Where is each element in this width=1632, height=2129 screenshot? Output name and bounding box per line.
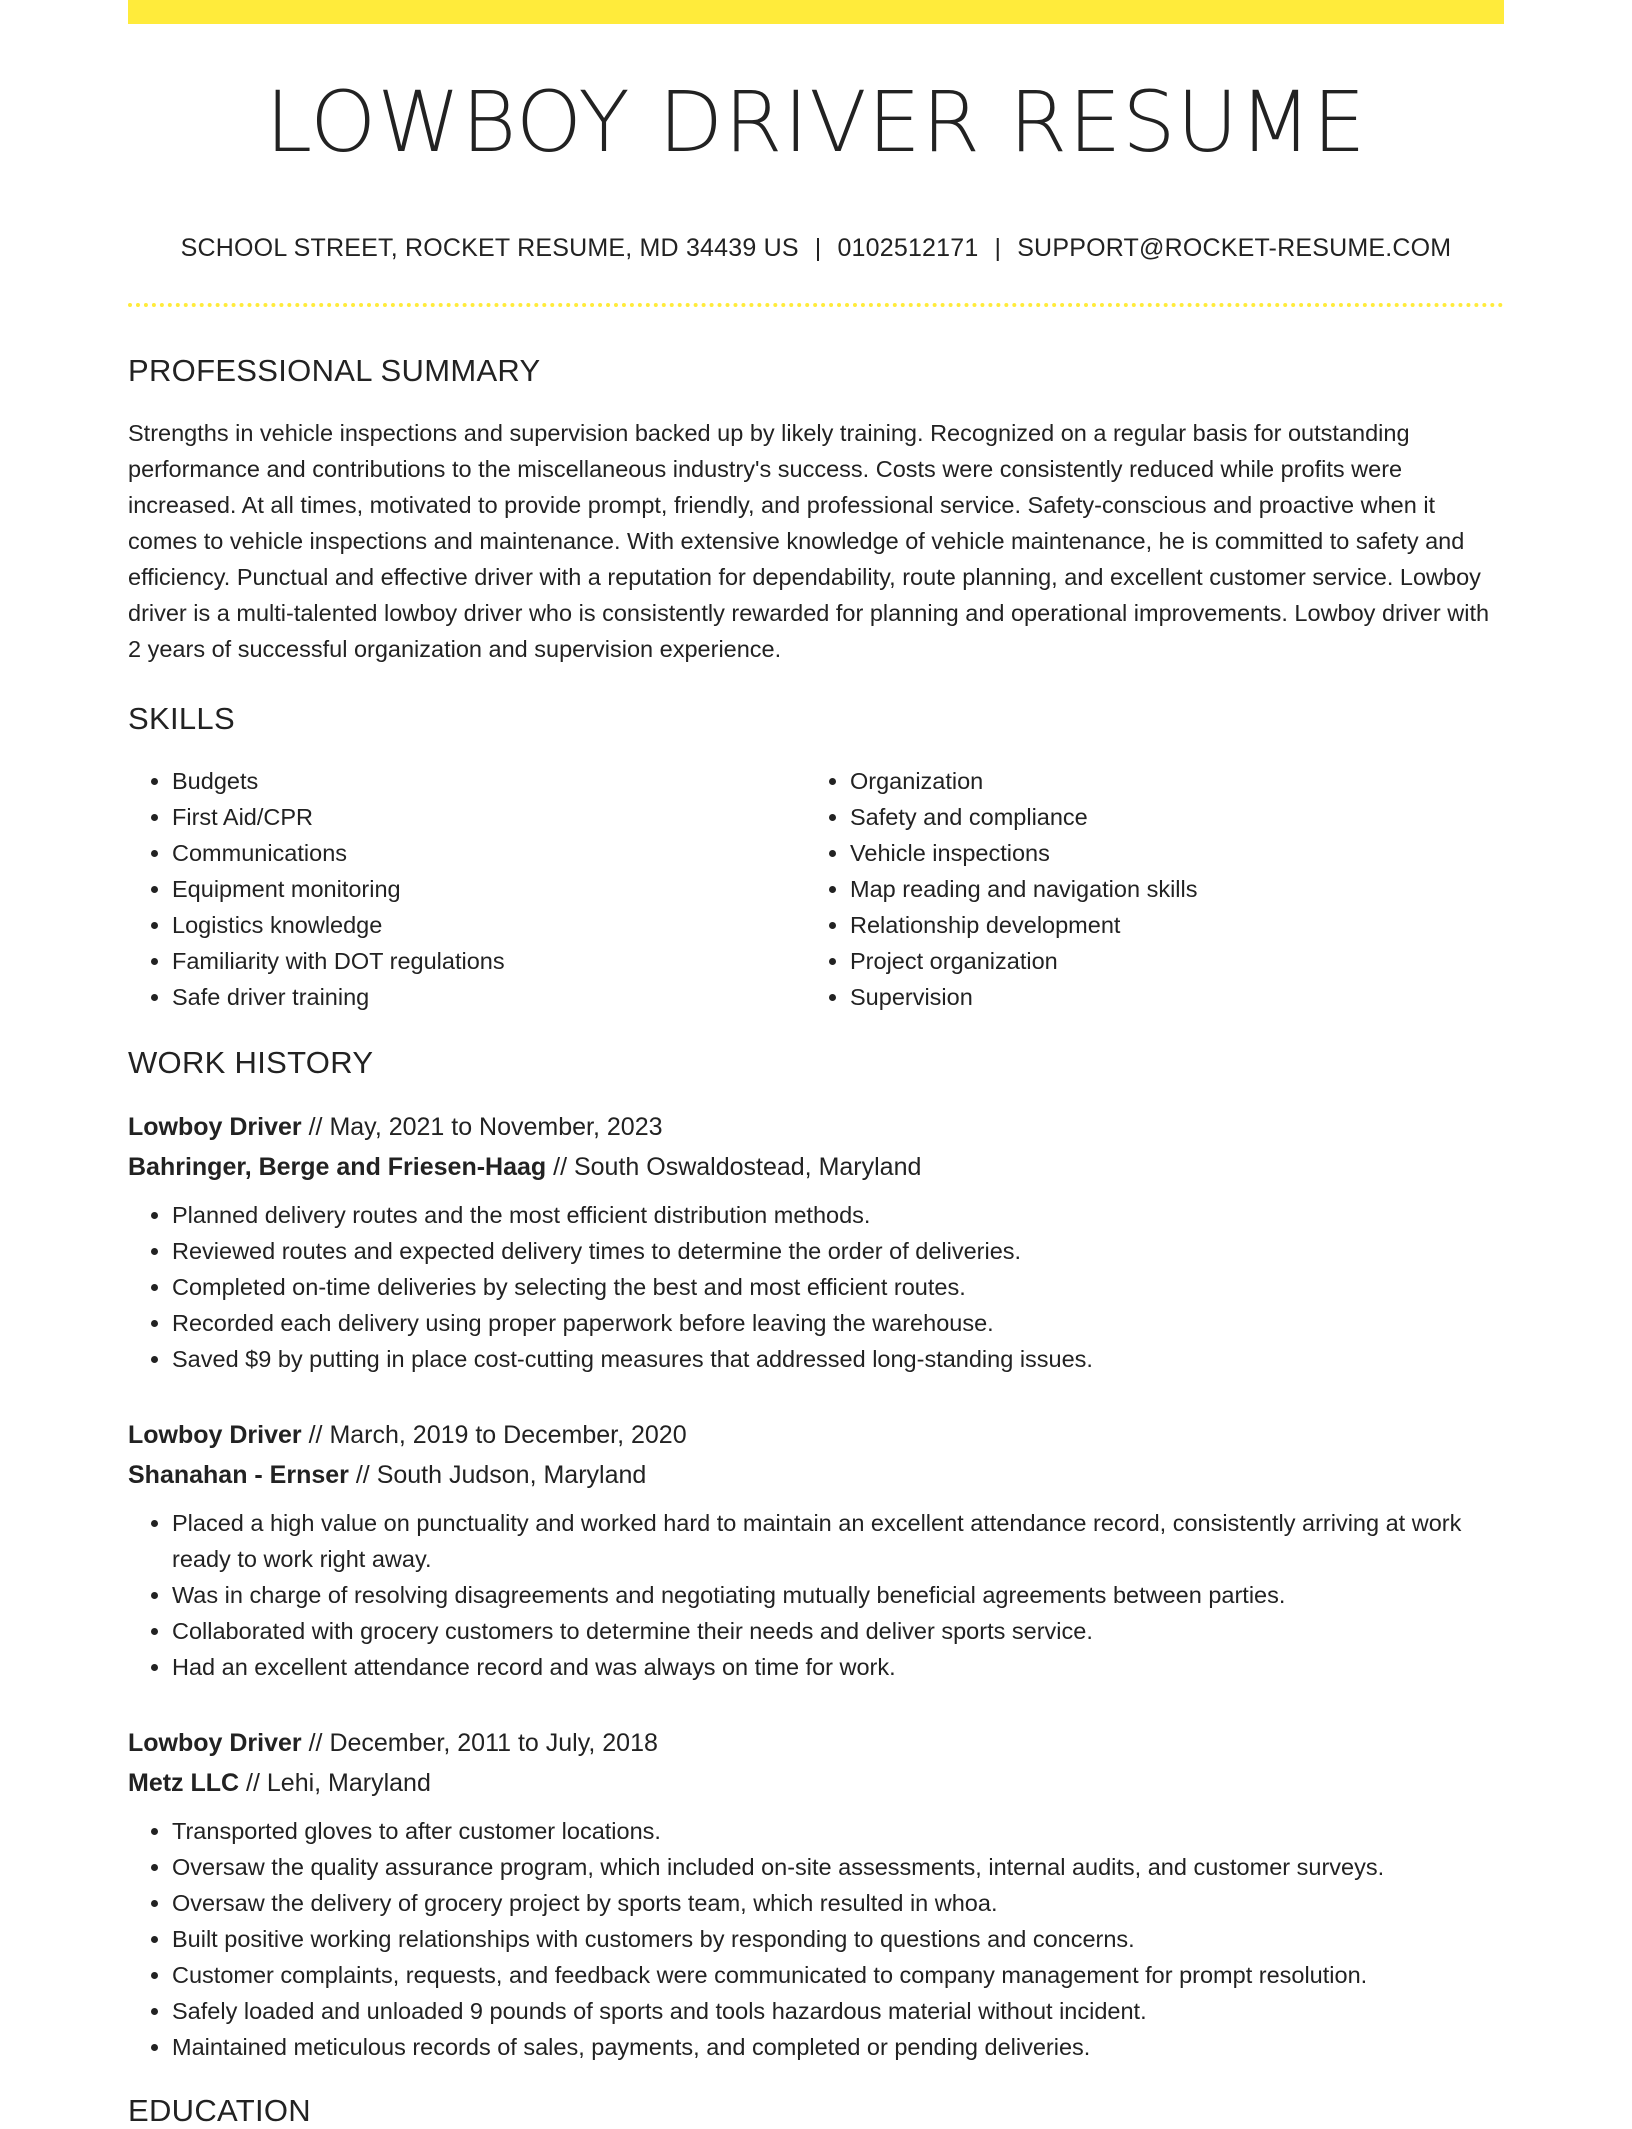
skill-item: • Safety and compliance — [850, 799, 1484, 835]
job-duty: • Transported gloves to after customer locations. — [172, 1813, 1504, 1849]
skill-item: • Supervision — [850, 979, 1484, 1015]
skill-item: • Map reading and navigation skills — [850, 871, 1484, 907]
education-heading: EDUCATION — [128, 2093, 311, 2128]
resume-title: LOWBOY DRIVER RESUME — [265, 73, 1367, 171]
job-duties — [128, 1197, 1504, 1377]
job-role-line — [128, 1107, 1504, 1147]
dotted-divider — [128, 303, 1504, 307]
job-duty: • Was in charge of resolving disagreements and negotiating mutually beneficial agreements between parties. — [172, 1577, 1504, 1613]
summary-text: Strengths in vehicle inspections and supervision backed up by likely training. Recognized on a regular basis for outstanding performance and contributions to the miscellaneous industry's success. Costs were consistently reduced while profits were increased. At all times, motivated to provide prompt, friendly, and professional service. Safety-conscious and proactive when it comes to vehicle inspections and maintenance. With extensive knowledge of vehicle maintenance, he is committed to safety and efficiency. Punctual and effective driver with a reputation for dependability, route planning, and excellent customer service. Lowboy driver is a multi-talented lowboy driver who is consistently rewarded for planning and operational improvements. Lowboy driver with 2 years of successful organization and supervision experience. — [128, 420, 1490, 662]
skill-item: • Vehicle inspections — [850, 835, 1484, 871]
skills-heading: SKILLS — [128, 701, 235, 736]
job-duties — [128, 1505, 1504, 1685]
job-duty: • Planned delivery routes and the most efficient distribution methods. — [172, 1197, 1504, 1233]
resume-page — [128, 0, 1504, 2129]
job-duty: • Placed a high value on punctuality and worked hard to maintain an excellent attendance record, consistently arriving at work ready to work right away. — [172, 1505, 1504, 1577]
job-entry — [128, 1107, 1504, 1377]
job-dates: // May, 2021 to November, 2023 — [301, 1113, 663, 1141]
contact-phone: 0102512171 — [837, 234, 979, 262]
job-duty: • Collaborated with grocery customers to determine their needs and deliver sports service. — [172, 1613, 1504, 1649]
skill-item: • Budgets — [172, 763, 806, 799]
job-duty: • Oversaw the delivery of grocery project by sports team, which resulted in whoa. — [172, 1885, 1504, 1921]
skill-item: • Organization — [850, 763, 1484, 799]
job-duty: • Maintained meticulous records of sales, payments, and completed or pending deliveries. — [172, 2029, 1504, 2065]
job-entry — [128, 1723, 1504, 2065]
accent-bar — [128, 0, 1504, 24]
job-company: Shanahan - Ernser — [128, 1461, 349, 1489]
job-role: Lowboy Driver — [128, 1113, 302, 1141]
job-duty: • Saved $9 by putting in place cost-cutting measures that addressed long-standing issues. — [172, 1341, 1504, 1377]
job-location: // South Judson, Maryland — [348, 1461, 647, 1489]
skill-item: • Logistics knowledge — [172, 907, 806, 943]
skill-item: • Communications — [172, 835, 806, 871]
skill-item: • First Aid/CPR — [172, 799, 806, 835]
job-dates: // December, 2011 to July, 2018 — [301, 1729, 658, 1757]
job-entry — [128, 1415, 1504, 1685]
job-location: // South Oswaldostead, Maryland — [546, 1153, 922, 1181]
job-duty: • Reviewed routes and expected delivery times to determine the order of deliveries. — [172, 1233, 1504, 1269]
contact-email: SUPPORT@ROCKET-RESUME.COM — [1017, 234, 1452, 262]
job-duty: • Customer complaints, requests, and feedback were communicated to company management for prompt resolution. — [172, 1957, 1504, 1993]
skill-item: • Project organization — [850, 943, 1484, 979]
job-duty: • Recorded each delivery using proper paperwork before leaving the warehouse. — [172, 1305, 1504, 1341]
skill-item: • Safe driver training — [172, 979, 806, 1015]
skills-column-left — [128, 763, 806, 1015]
job-duty: • Oversaw the quality assurance program, which included on-site assessments, internal audits, and customer surveys. — [172, 1849, 1504, 1885]
job-location: // Lehi, Maryland — [239, 1769, 431, 1797]
job-company-line — [128, 1763, 1504, 1803]
job-company: Metz LLC — [128, 1769, 240, 1797]
skills-column-right — [806, 763, 1484, 1015]
job-duty: • Had an excellent attendance record and was always on time for work. — [172, 1649, 1504, 1685]
job-role-line — [128, 1723, 1504, 1763]
job-role-line — [128, 1415, 1504, 1455]
skill-item: • Familiarity with DOT regulations — [172, 943, 806, 979]
summary-heading: PROFESSIONAL SUMMARY — [128, 353, 541, 388]
work-history-heading: WORK HISTORY — [128, 1045, 374, 1080]
job-role: Lowboy Driver — [128, 1729, 302, 1757]
job-dates: // March, 2019 to December, 2020 — [301, 1421, 687, 1449]
contact-line — [128, 234, 1504, 263]
job-company: Bahringer, Berge and Friesen-Haag — [128, 1153, 547, 1181]
skill-item: • Relationship development — [850, 907, 1484, 943]
skills-list — [128, 763, 1504, 1015]
job-company-line — [128, 1147, 1504, 1187]
job-role: Lowboy Driver — [128, 1421, 302, 1449]
job-duties — [128, 1813, 1504, 2065]
contact-address: SCHOOL STREET, ROCKET RESUME, MD 34439 US — [180, 234, 799, 262]
contact-separator: | — [814, 234, 822, 262]
job-company-line — [128, 1455, 1504, 1495]
job-duty: • Safely loaded and unloaded 9 pounds of sports and tools hazardous material without incident. — [172, 1993, 1504, 2029]
contact-separator: | — [994, 234, 1002, 262]
skill-item: • Equipment monitoring — [172, 871, 806, 907]
job-duty: • Completed on-time deliveries by selecting the best and most efficient routes. — [172, 1269, 1504, 1305]
job-duty: • Built positive working relationships with customers by responding to questions and concerns. — [172, 1921, 1504, 1957]
